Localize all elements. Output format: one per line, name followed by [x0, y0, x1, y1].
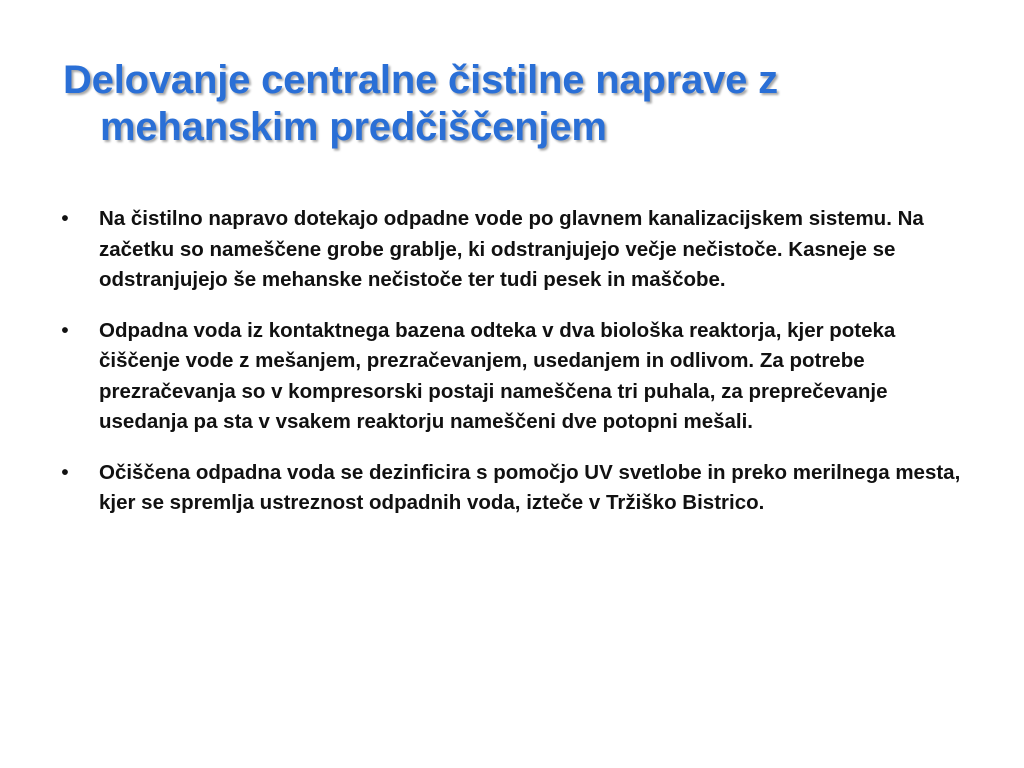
bullet-icon: • — [61, 207, 69, 230]
slide-title: Delovanje centralne čistilne naprave z mehanskim predčiščenjem — [63, 58, 778, 149]
bullet-item — [57, 458, 967, 519]
bullet-list — [57, 204, 967, 539]
bullet-text: Na čistilno napravo dotekajo odpadne vode po glavnem kanalizacijskem sistemu. Na začetku so nameščene grobe grablje, ki odstranjujejo večje nečistoče. Kasneje se odstranjujejo še mehanske nečistoče ter tudi pesek in maščobe. — [99, 207, 924, 291]
bullet-icon: • — [61, 460, 69, 484]
bullet-item — [57, 204, 967, 296]
bullet-item — [57, 316, 967, 438]
bullet-icon: • — [61, 318, 69, 342]
bullet-text: Odpadna voda iz kontaktnega bazena odteka v dva biološka reaktorja, kjer poteka čiščenje vode z mešanjem, prezračevanjem, usedanjem in odlivom. Za potrebe prezračevanja so v kompresorski postaji nameščena tri puhala, za preprečevanje usedanja pa sta v vsakem reaktorju nameščeni dve potopni mešali. — [99, 318, 896, 433]
bullet-text: Očiščena odpadna voda se dezinficira s pomočjo UV svetlobe in preko merilnega mesta, kjer se spremlja ustreznost odpadnih voda, izteče v Tržiško Bistrico. — [99, 460, 961, 514]
